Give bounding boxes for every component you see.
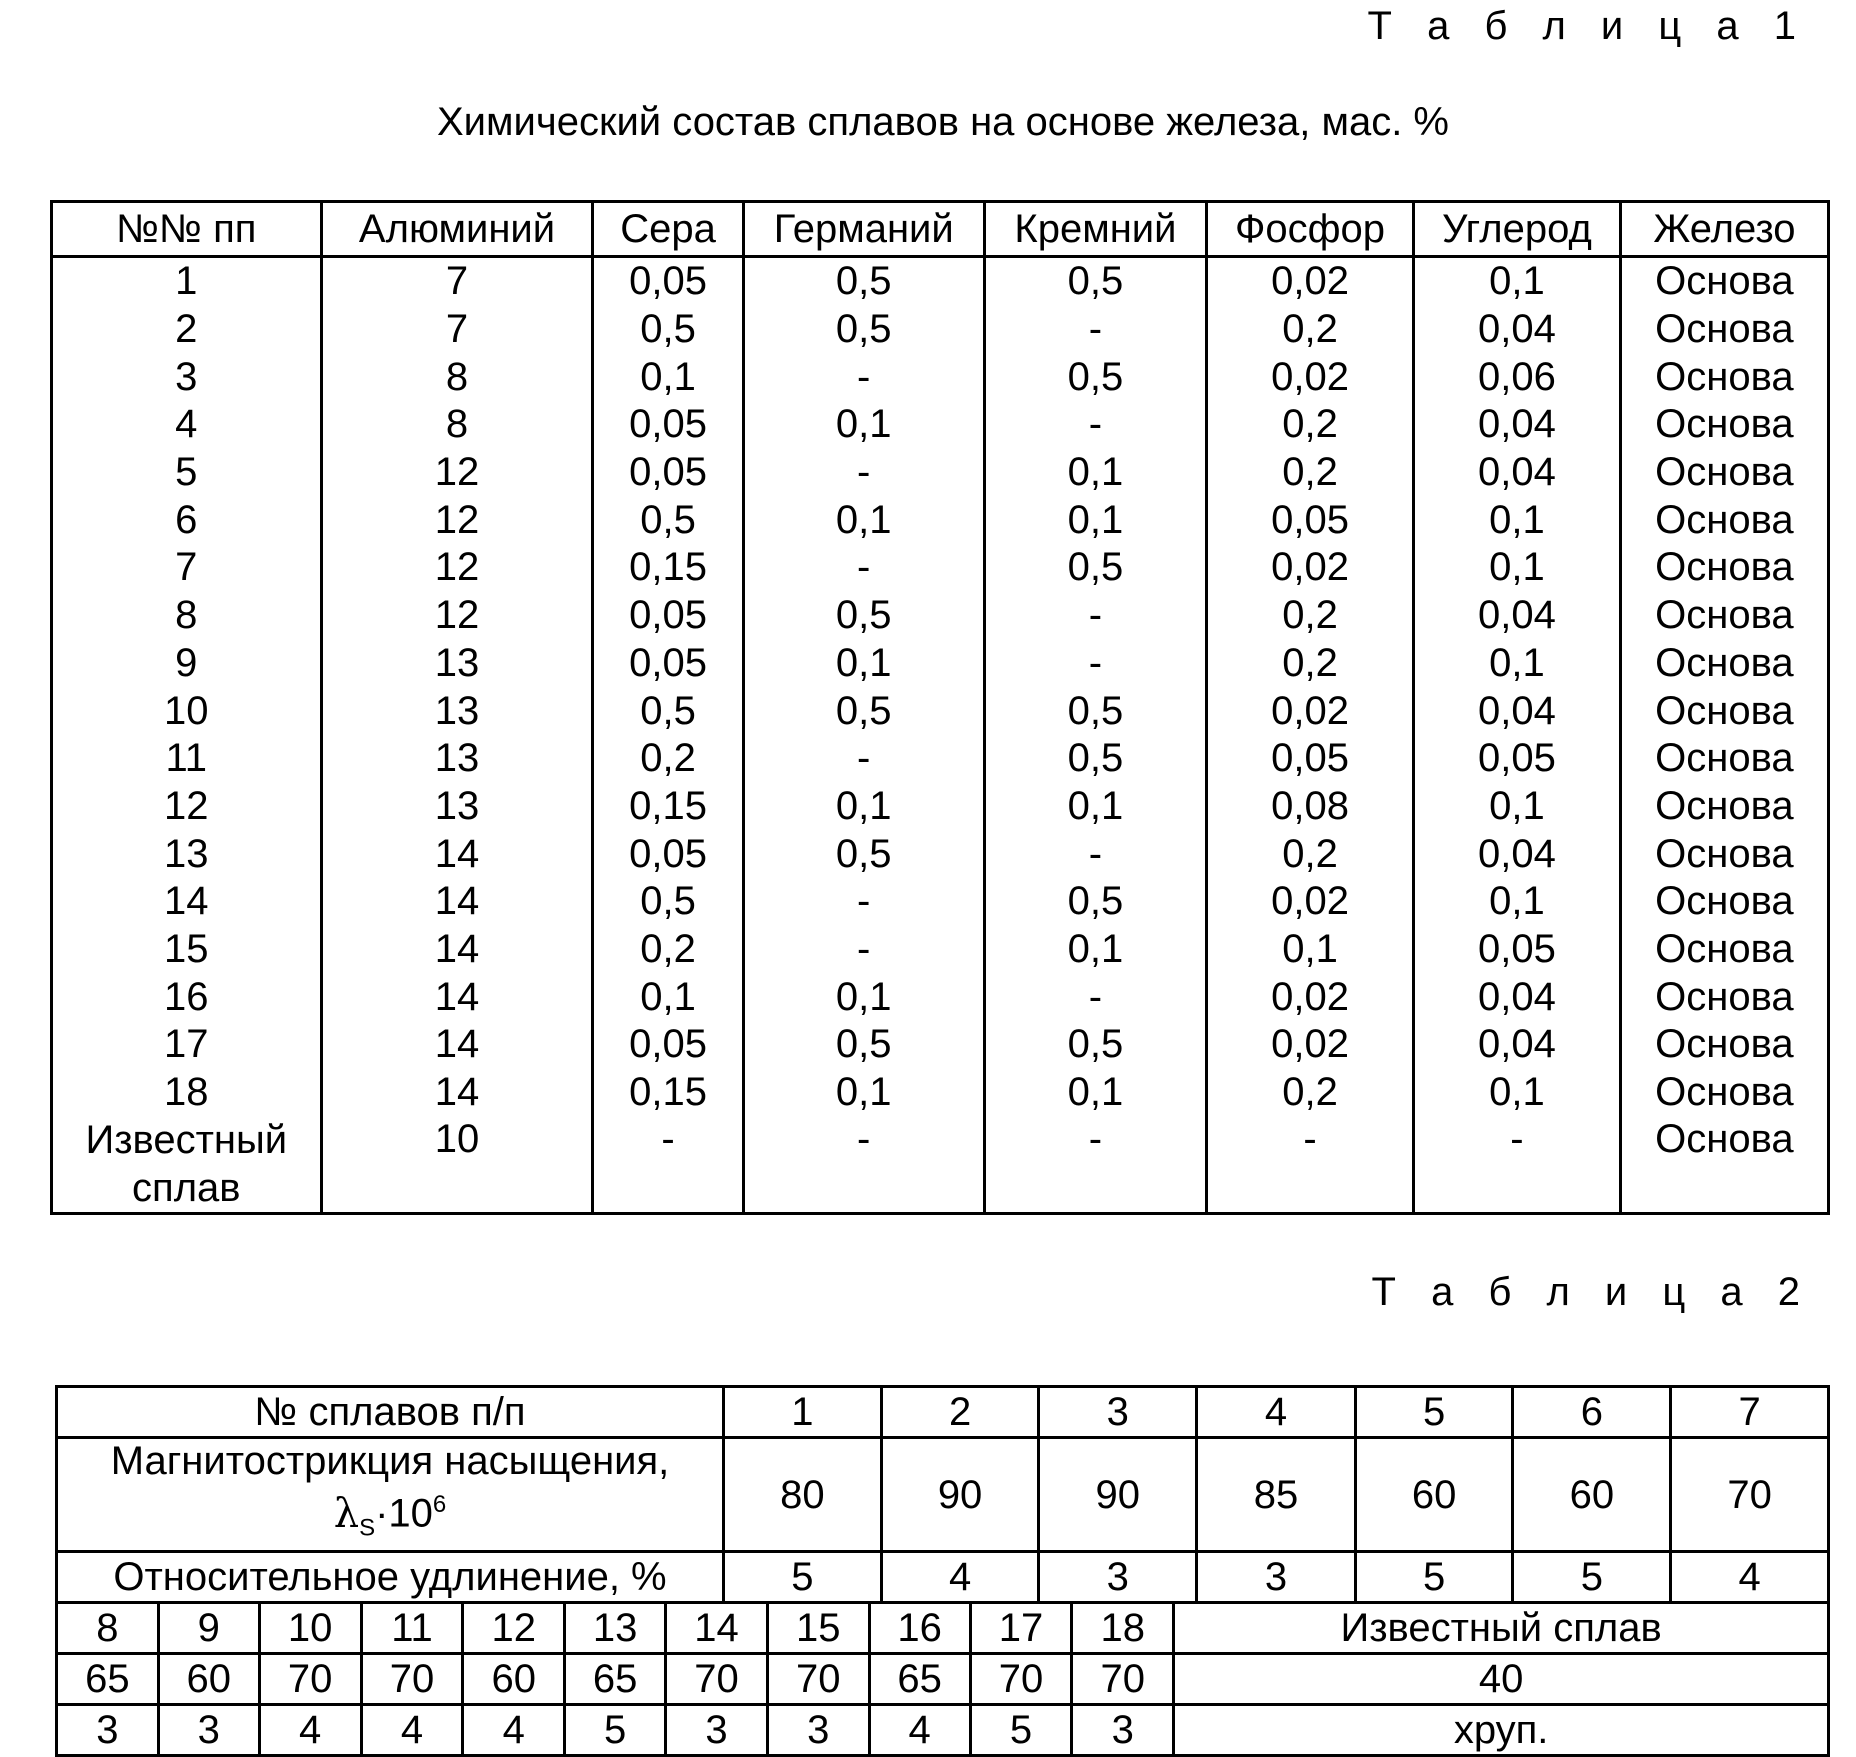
table-cell: 0,1	[1207, 926, 1414, 974]
table-cell: 0,2	[1207, 592, 1414, 640]
table-cell: 0,04	[1413, 687, 1620, 735]
elongation-cell: 3	[767, 1705, 869, 1756]
table-cell: 1	[52, 257, 322, 306]
table-cell: Основа	[1620, 1116, 1828, 1214]
table-cell: 0,06	[1413, 353, 1620, 401]
alloy-number-cell: 5	[1355, 1387, 1513, 1438]
table-cell: 16	[52, 973, 322, 1021]
alloy-number-cell: 18	[1072, 1603, 1174, 1654]
table-row	[52, 353, 1829, 401]
table-cell: 0,05	[593, 592, 743, 640]
table-cell: 0,5	[743, 592, 984, 640]
table-cell: 0,5	[743, 257, 984, 306]
table-cell: 0,2	[1207, 401, 1414, 449]
elongation-cell: 5	[970, 1705, 1072, 1756]
elongation-cell: 5	[723, 1552, 881, 1603]
alloy-number-cell: 6	[1513, 1387, 1671, 1438]
alloy-number-cell: 1	[723, 1387, 881, 1438]
known-alloy-name	[52, 1116, 322, 1214]
table-cell: 7	[321, 257, 593, 306]
column-header: Сера	[593, 202, 743, 257]
magnetostriction-label: Магнитострикция насыщения,	[110, 1439, 670, 1483]
elongation-cell: 4	[869, 1705, 970, 1756]
table-cell: Основа	[1620, 592, 1828, 640]
alloy-number-cell: 12	[463, 1603, 565, 1654]
table-cell: 0,04	[1413, 306, 1620, 354]
table-cell: 0,5	[984, 1021, 1206, 1069]
magnetostriction-cell: 70	[361, 1654, 463, 1705]
table-cell: 13	[321, 640, 593, 688]
table-cell: -	[1207, 1116, 1414, 1214]
table-cell: 12	[321, 496, 593, 544]
table-cell: 0,5	[593, 687, 743, 735]
magnetostriction-cell: 60	[1513, 1438, 1671, 1552]
alloy-number-cell: 16	[869, 1603, 970, 1654]
table-cell: 8	[321, 353, 593, 401]
table-cell: Основа	[1620, 544, 1828, 592]
magnetostriction-cell: 60	[158, 1654, 259, 1705]
table-cell: 9	[52, 640, 322, 688]
table-cell: 0,1	[1413, 878, 1620, 926]
known-alloy-name-line2: сплав	[132, 1166, 241, 1211]
table-cell: 0,04	[1413, 973, 1620, 1021]
alloy-number-cell: 17	[970, 1603, 1072, 1654]
table-cell: Основа	[1620, 1069, 1828, 1117]
table-cell: 0,05	[593, 830, 743, 878]
magnetostriction-cell: 70	[1671, 1438, 1829, 1552]
table-cell: 4	[52, 401, 322, 449]
table-cell: -	[743, 735, 984, 783]
column-header: Германий	[743, 202, 984, 257]
table-cell: 10	[321, 1116, 593, 1214]
known-alloy-row	[52, 1116, 1829, 1214]
table-cell: 0,2	[593, 926, 743, 974]
table-row	[52, 830, 1829, 878]
table-cell: 14	[52, 878, 322, 926]
table-row	[57, 1654, 1829, 1705]
table-cell: 0,5	[593, 878, 743, 926]
magnetostriction-cell: 60	[463, 1654, 565, 1705]
table-cell: 0,04	[1413, 830, 1620, 878]
elongation-cell: 3	[1039, 1552, 1197, 1603]
table-cell: 0,2	[1207, 830, 1414, 878]
table-row	[52, 257, 1829, 306]
known-alloy-label: Известный сплав	[1174, 1603, 1829, 1654]
magnetostriction-cell: 70	[970, 1654, 1072, 1705]
table-cell: Основа	[1620, 830, 1828, 878]
table-cell: 0,1	[743, 640, 984, 688]
table-cell: 0,02	[1207, 687, 1414, 735]
table-row	[52, 926, 1829, 974]
magnetostriction-cell: 80	[723, 1438, 881, 1552]
table-cell: 0,5	[743, 830, 984, 878]
table-cell: Основа	[1620, 926, 1828, 974]
table-cell: 14	[321, 1021, 593, 1069]
magnetostriction-cell: 60	[1355, 1438, 1513, 1552]
table-cell: 0,1	[743, 401, 984, 449]
table-cell: 0,5	[984, 257, 1206, 306]
alloy-number-cell: 10	[259, 1603, 361, 1654]
table-cell: 11	[52, 735, 322, 783]
table-cell: 0,2	[1207, 306, 1414, 354]
table-cell: 10	[52, 687, 322, 735]
known-alloy-magnetostriction: 40	[1174, 1654, 1829, 1705]
column-header: Железо	[1620, 202, 1828, 257]
table-cell: 12	[321, 449, 593, 497]
table-cell: 0,1	[1413, 544, 1620, 592]
alloy-number-cell: 14	[666, 1603, 768, 1654]
table-cell: 0,5	[984, 353, 1206, 401]
table-cell: 12	[321, 592, 593, 640]
table-cell: -	[743, 926, 984, 974]
table-cell: 14	[321, 1069, 593, 1117]
table-cell: 8	[321, 401, 593, 449]
alloy-number-cell: 15	[767, 1603, 869, 1654]
table-cell: 0,1	[984, 496, 1206, 544]
table-cell: 15	[52, 926, 322, 974]
composition-table	[50, 200, 1830, 1215]
table-cell: 0,02	[1207, 544, 1414, 592]
elongation-cell: 3	[1197, 1552, 1356, 1603]
table-cell: Основа	[1620, 257, 1828, 306]
table-cell: 0,05	[1413, 926, 1620, 974]
table-cell: 0,05	[593, 257, 743, 306]
table-row	[57, 1552, 1829, 1603]
properties-table	[55, 1385, 1830, 1757]
table-cell: 0,5	[743, 1021, 984, 1069]
magnetostriction-exponent: 6	[432, 1491, 447, 1518]
table-cell: -	[984, 640, 1206, 688]
table-row	[52, 1069, 1829, 1117]
table-header-row	[52, 202, 1829, 257]
table-cell: 0,05	[1207, 496, 1414, 544]
alloy-number-cell: 7	[1671, 1387, 1829, 1438]
alloy-number-cell: 9	[158, 1603, 259, 1654]
elongation-cell: 3	[666, 1705, 768, 1756]
table-cell: 0,1	[984, 926, 1206, 974]
elongation-cell: 3	[158, 1705, 259, 1756]
table-cell: 0,1	[593, 353, 743, 401]
table-cell: Основа	[1620, 1021, 1828, 1069]
table-cell: 0,04	[1413, 592, 1620, 640]
table-cell: 0,5	[743, 306, 984, 354]
table-cell: 0,04	[1413, 1021, 1620, 1069]
table-cell: 0,5	[984, 878, 1206, 926]
table-cell: 6	[52, 496, 322, 544]
table-cell: 0,1	[743, 973, 984, 1021]
table-row	[52, 449, 1829, 497]
known-alloy-elongation: хруп.	[1174, 1705, 1829, 1756]
magnetostriction-cell: 65	[869, 1654, 970, 1705]
table-row	[52, 735, 1829, 783]
table-cell: 0,05	[1413, 735, 1620, 783]
table-cell: -	[1413, 1116, 1620, 1214]
magnetostriction-cell: 70	[1072, 1654, 1174, 1705]
table-cell: 0,2	[1207, 1069, 1414, 1117]
table-cell: -	[593, 1116, 743, 1214]
table-cell: 0,5	[743, 687, 984, 735]
magnetostriction-cell: 90	[881, 1438, 1039, 1552]
table-cell: Основа	[1620, 687, 1828, 735]
table-row	[57, 1438, 1829, 1552]
table1-label: Т а б л и ц а 1	[1367, 4, 1808, 48]
table-cell: 7	[321, 306, 593, 354]
elongation-cell: 4	[881, 1552, 1039, 1603]
table-cell: 0,02	[1207, 353, 1414, 401]
table-cell: 7	[52, 544, 322, 592]
table-cell: 17	[52, 1021, 322, 1069]
table-cell: 5	[52, 449, 322, 497]
column-header: №№ пп	[52, 202, 322, 257]
table-cell: 0,1	[1413, 783, 1620, 831]
table-cell: 0,5	[984, 544, 1206, 592]
magnetostriction-cell: 90	[1039, 1438, 1197, 1552]
table-cell: 13	[52, 830, 322, 878]
table-cell: 18	[52, 1069, 322, 1117]
table-cell: 14	[321, 830, 593, 878]
table-cell: 0,02	[1207, 257, 1414, 306]
table-cell: 0,1	[984, 449, 1206, 497]
lambda-subscript: S	[359, 1514, 376, 1542]
table-cell: 0,1	[1413, 1069, 1620, 1117]
table-cell: -	[743, 878, 984, 926]
table-cell: Основа	[1620, 496, 1828, 544]
table-row	[52, 401, 1829, 449]
table-cell: 2	[52, 306, 322, 354]
table-cell: 0,2	[1207, 449, 1414, 497]
table-cell: 14	[321, 878, 593, 926]
table-cell: Основа	[1620, 449, 1828, 497]
table-row	[52, 544, 1829, 592]
table1-caption: Химический состав сплавов на основе железа, мас. %	[436, 100, 1449, 144]
row-header-magnetostriction	[57, 1438, 724, 1552]
table-cell: 0,1	[743, 783, 984, 831]
elongation-cell: 5	[1513, 1552, 1671, 1603]
table-cell: 0,02	[1207, 973, 1414, 1021]
alloy-number-cell: 2	[881, 1387, 1039, 1438]
table-cell: 0,2	[1207, 640, 1414, 688]
table-cell: 0,5	[593, 496, 743, 544]
alloy-number-cell: 11	[361, 1603, 463, 1654]
table-row	[57, 1603, 1829, 1654]
table-row	[52, 687, 1829, 735]
table-cell: 0,04	[1413, 449, 1620, 497]
table-cell: -	[743, 353, 984, 401]
table-cell: Основа	[1620, 878, 1828, 926]
table-cell: -	[743, 544, 984, 592]
table-cell: 0,1	[593, 973, 743, 1021]
magnetostriction-cell: 70	[259, 1654, 361, 1705]
table-cell: 14	[321, 973, 593, 1021]
table-row	[52, 306, 1829, 354]
table-cell: 0,15	[593, 1069, 743, 1117]
column-header: Алюминий	[321, 202, 593, 257]
alloy-number-cell: 3	[1039, 1387, 1197, 1438]
known-alloy-name-line1: Известный	[85, 1118, 288, 1163]
magnetostriction-multiplier: ·10	[375, 1491, 433, 1536]
table-row	[52, 496, 1829, 544]
elongation-cell: 3	[57, 1705, 159, 1756]
table-cell: 12	[321, 544, 593, 592]
elongation-cell: 5	[1355, 1552, 1513, 1603]
table-cell: 0,2	[593, 735, 743, 783]
table-cell: -	[984, 592, 1206, 640]
table-cell: 0,02	[1207, 878, 1414, 926]
table-cell: 0,5	[984, 735, 1206, 783]
table-row	[52, 878, 1829, 926]
table-cell: 0,05	[593, 1021, 743, 1069]
column-header: Углерод	[1413, 202, 1620, 257]
table-cell: -	[984, 401, 1206, 449]
table-cell: -	[984, 973, 1206, 1021]
table-row	[52, 973, 1829, 1021]
column-header: Кремний	[984, 202, 1206, 257]
table-cell: 0,05	[1207, 735, 1414, 783]
table-cell: Основа	[1620, 783, 1828, 831]
magnetostriction-cell: 65	[57, 1654, 159, 1705]
table-row	[52, 783, 1829, 831]
table-cell: 0,1	[743, 496, 984, 544]
table-cell: 12	[52, 783, 322, 831]
elongation-cell: 5	[565, 1705, 666, 1756]
table-row	[52, 640, 1829, 688]
table-cell: -	[984, 1116, 1206, 1214]
magnetostriction-cell: 85	[1197, 1438, 1356, 1552]
table-cell: 0,05	[593, 640, 743, 688]
table-cell: 8	[52, 592, 322, 640]
magnetostriction-cell: 65	[565, 1654, 666, 1705]
table-cell: 0,5	[984, 687, 1206, 735]
table-cell: 0,1	[743, 1069, 984, 1117]
table-cell: -	[984, 306, 1206, 354]
table-cell: Основа	[1620, 735, 1828, 783]
table-row	[57, 1387, 1829, 1438]
alloy-number-cell: 8	[57, 1603, 159, 1654]
table-cell: Основа	[1620, 353, 1828, 401]
alloy-number-cell: 13	[565, 1603, 666, 1654]
table-cell: Основа	[1620, 306, 1828, 354]
table-cell: 14	[321, 926, 593, 974]
table-cell: 0,5	[593, 306, 743, 354]
table-cell: 0,1	[1413, 257, 1620, 306]
table2-label: Т а б л и ц а 2	[1371, 1270, 1812, 1314]
lambda-symbol: λ	[333, 1490, 360, 1537]
elongation-cell: 4	[463, 1705, 565, 1756]
table-cell: -	[743, 1116, 984, 1214]
table-cell: -	[743, 449, 984, 497]
table-row	[57, 1705, 1829, 1756]
column-header: Фосфор	[1207, 202, 1414, 257]
table-cell: 0,02	[1207, 1021, 1414, 1069]
table-cell: 0,05	[593, 401, 743, 449]
table-cell: 13	[321, 783, 593, 831]
table-cell: 3	[52, 353, 322, 401]
table-cell: -	[984, 830, 1206, 878]
table-row	[52, 1021, 1829, 1069]
table-cell: 0,1	[984, 1069, 1206, 1117]
table-cell: Основа	[1620, 973, 1828, 1021]
row-header-elongation: Относительное удлинение, %	[57, 1552, 724, 1603]
table-cell: 0,15	[593, 544, 743, 592]
table-cell: Основа	[1620, 640, 1828, 688]
elongation-cell: 4	[361, 1705, 463, 1756]
table-cell: 0,1	[1413, 640, 1620, 688]
table-cell: 0,04	[1413, 401, 1620, 449]
magnetostriction-cell: 70	[767, 1654, 869, 1705]
row-header-alloy-no: № сплавов п/п	[57, 1387, 724, 1438]
elongation-cell: 4	[259, 1705, 361, 1756]
table-row	[52, 592, 1829, 640]
table-cell: 0,15	[593, 783, 743, 831]
elongation-cell: 3	[1072, 1705, 1174, 1756]
table-cell: 13	[321, 735, 593, 783]
table-cell: 0,08	[1207, 783, 1414, 831]
alloy-number-cell: 4	[1197, 1387, 1356, 1438]
table-cell: 13	[321, 687, 593, 735]
table-cell: 0,1	[984, 783, 1206, 831]
table-cell: 0,1	[1413, 496, 1620, 544]
table-cell: Основа	[1620, 401, 1828, 449]
table-cell: 0,05	[593, 449, 743, 497]
elongation-cell: 4	[1671, 1552, 1829, 1603]
magnetostriction-cell: 70	[666, 1654, 768, 1705]
